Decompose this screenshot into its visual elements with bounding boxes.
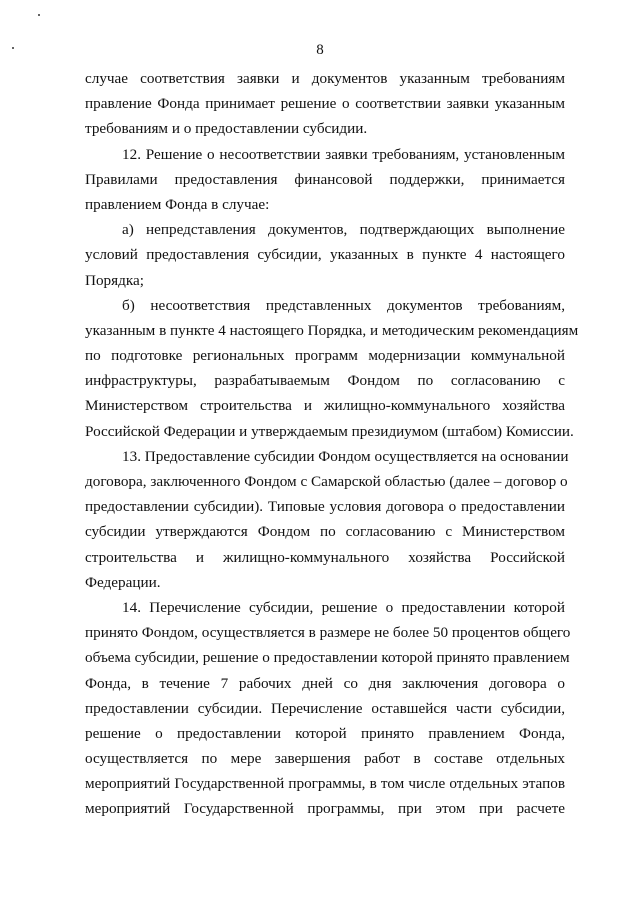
text-line: условий предоставления субсидии, указанных в пункте 4 настоящего (85, 246, 565, 264)
scan-speck (12, 47, 14, 49)
text-line: Российской Федерации и утверждаемым президиумом (штабом) Комиссии. (85, 422, 574, 440)
text-line: Федерации. (85, 573, 161, 591)
text-line: б) несоответствия представленных документов требованиям, (122, 296, 565, 314)
text-line: принято Фондом, осуществляется в размере не более 50 процентов общего (85, 624, 571, 642)
paragraph-item-14 (85, 595, 571, 822)
text-line: 12. Решение о несоответствии заявки требованиям, установленным (122, 145, 565, 163)
text-line: правление Фонда принимает решение о соответствии заявки указанным (85, 95, 565, 113)
text-line: требованиям и о предоставлении субсидии. (85, 120, 368, 138)
text-line: договора, заключенного Фондом с Самарской областью (далее – договор о (85, 473, 568, 490)
paragraph-item-12-a (85, 217, 565, 293)
text-line: а) непредставления документов, подтверждающих выполнение (122, 221, 565, 239)
text-line: указанным в пункте 4 настоящего Порядка, и методическим рекомендациям (85, 321, 579, 339)
text-line: Порядка; (85, 271, 144, 289)
text-line: объема субсидии, решение о предоставлении которой принято правлением (85, 649, 570, 667)
text-line: Министерством строительства и жилищно-коммунального хозяйства (85, 397, 565, 415)
scan-speck (38, 14, 40, 16)
text-line: случае соответствия заявки и документов указанным требованиям (85, 70, 565, 87)
text-line: предоставлении субсидии). Типовые условия договора о предоставлении (85, 498, 565, 516)
text-line: по подготовке региональных программ модернизации коммунальной (85, 347, 565, 365)
text-line: мероприятий Государственной программы, при этом при расчете (85, 800, 565, 818)
text-line: предоставлении субсидии. Перечисление оставшейся части субсидии, (85, 699, 565, 717)
paragraph-item-13 (85, 444, 569, 595)
text-line: решение о предоставлении которой принято правлением Фонда, (85, 724, 565, 742)
text-line: 14. Перечисление субсидии, решение о предоставлении которой (122, 598, 565, 616)
document-body (85, 66, 579, 822)
text-line: Фонда, в течение 7 рабочих дней со дня заключения договора о (85, 674, 565, 692)
text-line: субсидии утверждаются Фондом по согласованию с Министерством (85, 523, 565, 541)
paragraph-item-12 (85, 142, 565, 218)
page-number: 8 (316, 42, 324, 58)
text-line: мероприятий Государственной программы, в том числе отдельных этапов (85, 775, 565, 793)
text-line: Правилами предоставления финансовой поддержки, принимается (85, 170, 565, 188)
text-line: правлением Фонда в случае: (85, 195, 270, 213)
paragraph-continuation (85, 66, 565, 142)
paragraph-item-12-b (85, 293, 579, 444)
text-line: строительства и жилищно-коммунального хозяйства Российской (85, 548, 565, 566)
text-line: осуществляется по мере завершения работ в составе отдельных (85, 750, 565, 768)
text-line: инфраструктуры, разрабатываемым Фондом по согласованию с (85, 372, 565, 390)
text-line: 13. Предоставление субсидии Фондом осуществляется на основании (122, 447, 569, 465)
